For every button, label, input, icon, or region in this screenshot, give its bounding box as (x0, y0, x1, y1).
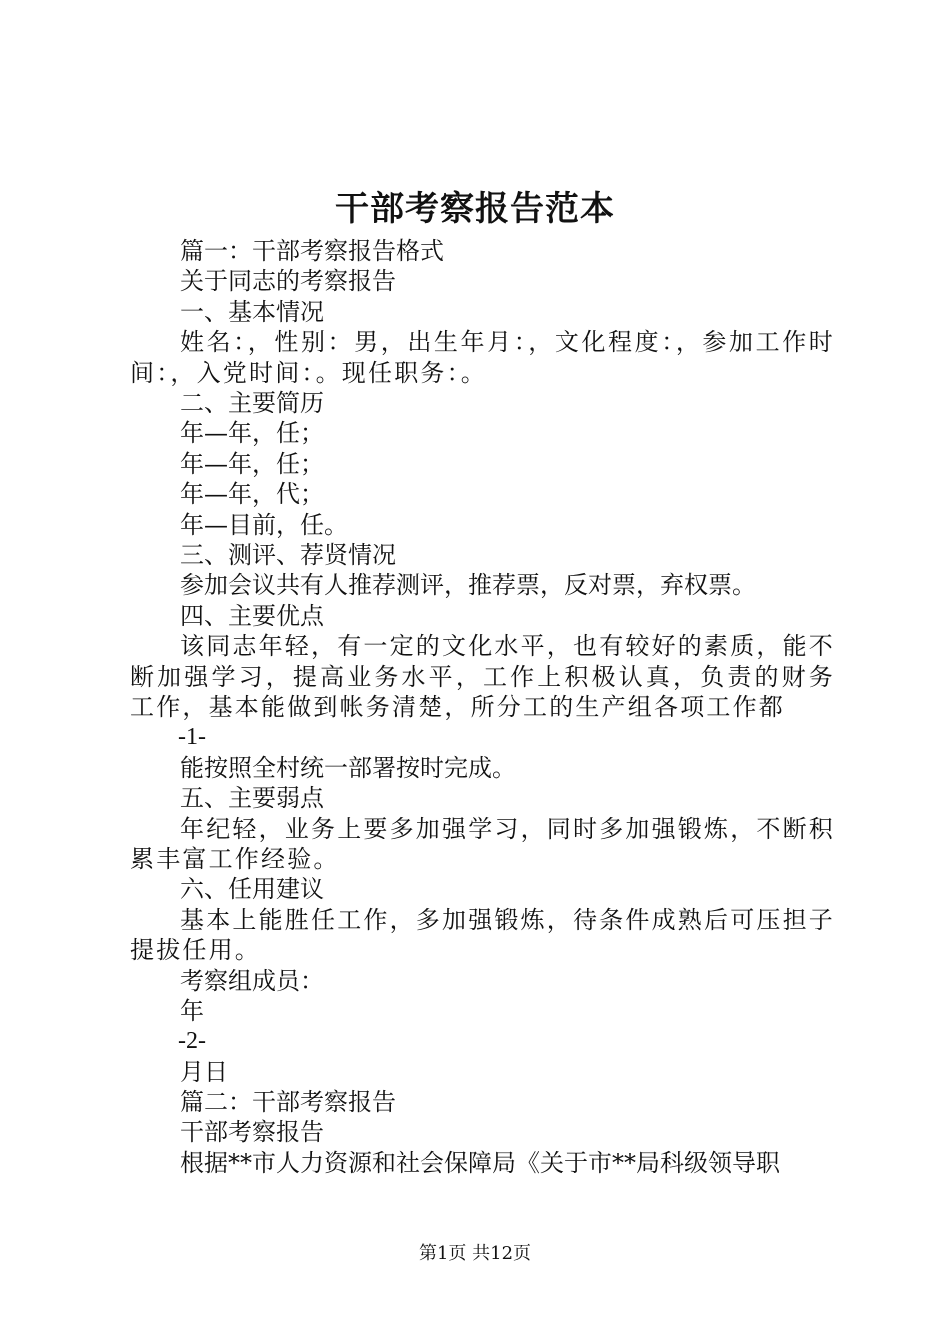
document-body (130, 236, 835, 1178)
subsection-heading: 一、基本情况 (180, 297, 324, 326)
page-title: 干部考察报告范本 (335, 189, 615, 229)
paragraph: 姓名：，性别：男，出生年月：，文化程度：，参加工作时间：，入党时间：。现任职务：。 (130, 328, 835, 387)
resume-entry: 年—目前，任。 (180, 510, 348, 539)
subsection-heading: 四、主要优点 (180, 601, 324, 630)
page-footer: 第1页 共12页 (418, 1243, 532, 1264)
inline-page-number: -2- (178, 1028, 206, 1055)
paragraph: 参加会议共有人推荐测评，推荐票，反对票，弃权票。 (180, 571, 756, 600)
inline-page-number: -1- (178, 724, 206, 751)
resume-entry: 年—年，代； (180, 480, 324, 509)
paragraph: 该同志年轻，有一定的文化水平，也有较好的素质，能不断加强学习，提高业务水平，工作上积极认真，负责的财务工作，基本能做到帐务清楚，所分工的生产组各项工作都 (130, 632, 835, 721)
paragraph: 能按照全村统一部署按时完成。 (180, 753, 516, 782)
report-heading: 干部考察报告 (180, 1118, 324, 1147)
section-heading: 篇一：干部考察报告格式 (180, 237, 444, 265)
subsection-heading: 三、测评、荐贤情况 (180, 540, 396, 569)
subsection-heading: 六、任用建议 (180, 875, 324, 904)
paragraph: 年纪轻，业务上要多加强学习，同时多加强锻炼，不断积累丰富工作经验。 (130, 814, 835, 873)
resume-entry: 年—年，任； (180, 419, 324, 448)
date-fragment: 年 (180, 996, 204, 1025)
date-fragment: 月日 (180, 1057, 228, 1086)
subsection-heading: 二、主要简历 (180, 388, 324, 417)
resume-entry: 年—年，任； (180, 449, 324, 478)
report-heading: 关于同志的考察报告 (180, 267, 396, 296)
paragraph: 基本上能胜任工作，多加强锻炼，待条件成熟后可压担子提拔任用。 (130, 905, 835, 965)
signature-label: 考察组成员： (180, 966, 324, 995)
paragraph: 根据**市人力资源和社会保障局《关于市**局科级领导职 (180, 1148, 780, 1177)
section-heading: 篇二：干部考察报告 (180, 1088, 396, 1117)
subsection-heading: 五、主要弱点 (180, 784, 324, 813)
